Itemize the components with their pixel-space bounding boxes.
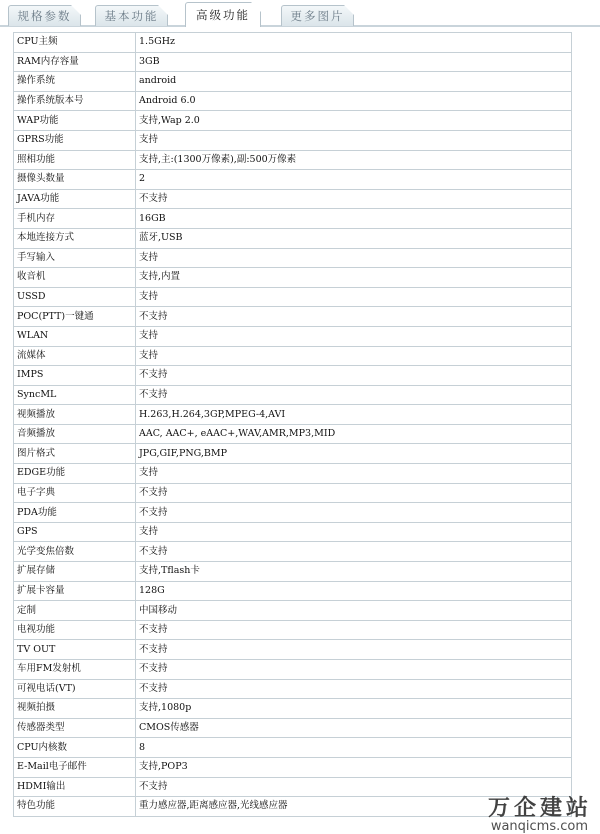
- tab-advanced-features[interactable]: [185, 2, 261, 27]
- spec-row: [14, 679, 572, 699]
- spec-row: [14, 640, 572, 660]
- spec-key: GPRS功能: [14, 130, 136, 150]
- spec-key: 手写输入: [14, 248, 136, 268]
- watermark: [462, 791, 598, 834]
- spec-row: [14, 248, 572, 268]
- spec-key: 特色功能: [14, 797, 136, 817]
- spec-row: [14, 601, 572, 621]
- spec-value: 中国移动: [136, 601, 572, 621]
- tab-corner-fold-icon: [251, 2, 261, 12]
- spec-key: 扩展存储: [14, 562, 136, 582]
- spec-row: [14, 326, 572, 346]
- spec-value: 1.5GHz: [136, 33, 572, 53]
- spec-key: TV OUT: [14, 640, 136, 660]
- spec-key: 图片格式: [14, 444, 136, 464]
- spec-value: 支持: [136, 326, 572, 346]
- tab-bar: [0, 0, 600, 27]
- spec-key: IMPS: [14, 366, 136, 386]
- spec-value: 支持,Wap 2.0: [136, 111, 572, 131]
- spec-row: [14, 562, 572, 582]
- spec-row: [14, 444, 572, 464]
- spec-key: 视频拍摄: [14, 699, 136, 719]
- spec-value: Android 6.0: [136, 91, 572, 111]
- spec-key: 手机内存: [14, 209, 136, 229]
- spec-value: CMOS传感器: [136, 718, 572, 738]
- spec-row: [14, 307, 572, 327]
- spec-row: [14, 660, 572, 680]
- tab-specs[interactable]: [8, 5, 81, 26]
- spec-key: 可视电话(VT): [14, 679, 136, 699]
- spec-value: 不支持: [136, 385, 572, 405]
- spec-key: SyncML: [14, 385, 136, 405]
- spec-table-body: [14, 33, 572, 817]
- spec-value: 支持,内置: [136, 268, 572, 288]
- spec-value: AAC, AAC+, eAAC+,WAV,AMR,MP3,MID: [136, 424, 572, 444]
- tab-corner-fold-icon: [71, 5, 81, 15]
- spec-key: WLAN: [14, 326, 136, 346]
- spec-row: [14, 346, 572, 366]
- spec-key: 定制: [14, 601, 136, 621]
- spec-row: [14, 483, 572, 503]
- spec-value: 支持,Tflash卡: [136, 562, 572, 582]
- spec-value: 支持,1080p: [136, 699, 572, 719]
- spec-value: 3GB: [136, 52, 572, 72]
- spec-row: [14, 405, 572, 425]
- spec-value: 不支持: [136, 503, 572, 523]
- spec-key: USSD: [14, 287, 136, 307]
- spec-key: RAM内存容量: [14, 52, 136, 72]
- spec-key: GPS: [14, 522, 136, 542]
- spec-key: HDMI输出: [14, 777, 136, 797]
- tab-basic-features[interactable]: [95, 5, 168, 26]
- spec-row: [14, 91, 572, 111]
- spec-row: [14, 385, 572, 405]
- spec-key: 操作系统: [14, 72, 136, 92]
- spec-row: [14, 228, 572, 248]
- spec-value: 不支持: [136, 679, 572, 699]
- spec-value: 不支持: [136, 189, 572, 209]
- spec-value: 支持,主:(1300万像素),副:500万像素: [136, 150, 572, 170]
- tab-more-images-label: 更多图片: [290, 9, 345, 23]
- spec-key: POC(PTT)一键通: [14, 307, 136, 327]
- spec-key: 车用FM发射机: [14, 660, 136, 680]
- spec-row: [14, 718, 572, 738]
- spec-row: [14, 52, 572, 72]
- spec-key: JAVA功能: [14, 189, 136, 209]
- spec-row: [14, 738, 572, 758]
- tab-basic-features-label: 基本功能: [104, 9, 159, 23]
- spec-key: 音频播放: [14, 424, 136, 444]
- spec-key: 照相功能: [14, 150, 136, 170]
- spec-value: 支持: [136, 130, 572, 150]
- spec-value: 不支持: [136, 660, 572, 680]
- spec-value: 16GB: [136, 209, 572, 229]
- spec-key: WAP功能: [14, 111, 136, 131]
- spec-value: 128G: [136, 581, 572, 601]
- spec-value: 不支持: [136, 366, 572, 386]
- spec-row: [14, 699, 572, 719]
- spec-row: [14, 130, 572, 150]
- spec-key: 电视功能: [14, 620, 136, 640]
- spec-row: [14, 424, 572, 444]
- spec-value: 不支持: [136, 307, 572, 327]
- spec-value: 不支持: [136, 620, 572, 640]
- spec-value: 支持: [136, 287, 572, 307]
- spec-row: [14, 72, 572, 92]
- spec-value: android: [136, 72, 572, 92]
- spec-row: [14, 522, 572, 542]
- spec-row: [14, 542, 572, 562]
- tab-advanced-features-label: 高级功能: [196, 8, 250, 22]
- spec-key: EDGE功能: [14, 464, 136, 484]
- spec-row: [14, 620, 572, 640]
- spec-key: 操作系统版本号: [14, 91, 136, 111]
- spec-row: [14, 150, 572, 170]
- spec-key: 本地连接方式: [14, 228, 136, 248]
- spec-value: 重力感应器,距离感应器,光线感应器: [136, 797, 572, 817]
- spec-row: [14, 111, 572, 131]
- spec-value: 不支持: [136, 483, 572, 503]
- spec-value: 蓝牙,USB: [136, 228, 572, 248]
- spec-value: 不支持: [136, 777, 572, 797]
- spec-row: [14, 503, 572, 523]
- spec-key: 摄像头数量: [14, 170, 136, 190]
- watermark-text: 万企建站: [487, 796, 592, 821]
- spec-row: [14, 581, 572, 601]
- spec-value: 支持: [136, 346, 572, 366]
- spec-value: 不支持: [136, 542, 572, 562]
- spec-value: 2: [136, 170, 572, 190]
- spec-key: E-Mail电子邮件: [14, 757, 136, 777]
- spec-value: JPG,GIF,PNG,BMP: [136, 444, 572, 464]
- spec-value: 支持: [136, 248, 572, 268]
- spec-key: 光学变焦倍数: [14, 542, 136, 562]
- spec-key: 传感器类型: [14, 718, 136, 738]
- spec-value: 支持: [136, 464, 572, 484]
- tab-more-images[interactable]: [281, 5, 354, 26]
- watermark-url: wanqicms.com: [490, 819, 588, 834]
- spec-key: 电子字典: [14, 483, 136, 503]
- spec-row: [14, 209, 572, 229]
- spec-table: [13, 32, 572, 817]
- spec-value: H.263,H.264,3GP,MPEG-4,AVI: [136, 405, 572, 425]
- tab-specs-label: 规格参数: [17, 9, 72, 23]
- spec-row: [14, 33, 572, 53]
- tab-corner-fold-icon: [158, 5, 168, 15]
- spec-value: 不支持: [136, 640, 572, 660]
- spec-key: PDA功能: [14, 503, 136, 523]
- spec-key: CPU主频: [14, 33, 136, 53]
- spec-row: [14, 464, 572, 484]
- spec-row: [14, 268, 572, 288]
- spec-row: [14, 189, 572, 209]
- spec-row: [14, 170, 572, 190]
- spec-key: 流媒体: [14, 346, 136, 366]
- spec-key: 视频播放: [14, 405, 136, 425]
- spec-value: 支持: [136, 522, 572, 542]
- spec-row: [14, 366, 572, 386]
- spec-value: 8: [136, 738, 572, 758]
- spec-row: [14, 287, 572, 307]
- spec-value: 支持,POP3: [136, 757, 572, 777]
- spec-key: 收音机: [14, 268, 136, 288]
- spec-key: CPU内核数: [14, 738, 136, 758]
- spec-key: 扩展卡容量: [14, 581, 136, 601]
- spec-row: [14, 757, 572, 777]
- tab-corner-fold-icon: [344, 5, 354, 15]
